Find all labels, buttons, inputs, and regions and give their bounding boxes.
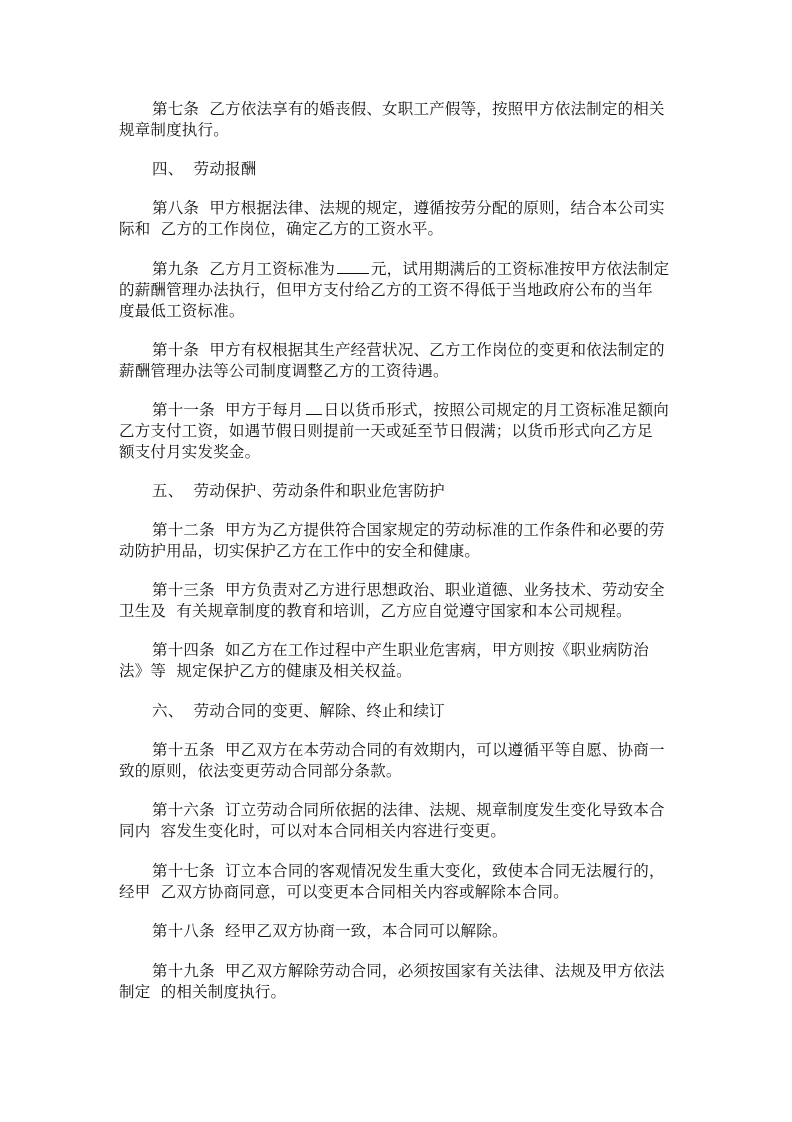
- article-14-line-2: 法》等 规定保护乙方的健康及相关权益。: [119, 662, 412, 680]
- article-13-line-2: 卫生及 有关规章制度的教育和培训，乙方应自觉遵守国家和本公司规程。: [119, 602, 632, 620]
- article-9-line-1: [152, 259, 669, 279]
- article-19-line-2: 制定 的相关制度执行。: [119, 983, 287, 1001]
- article-9-line-3: 度最低工资标准。: [119, 302, 245, 320]
- article-9-line-2: 的薪酬管理办法执行，但甲方支付给乙方的工资不得低于当地政府公布的当年: [119, 281, 653, 299]
- salary-amount-blank: [337, 259, 369, 274]
- article-19-line-1: 第十九条 甲乙双方解除劳动合同，必须按国家有关法律、法规及甲方依法: [152, 962, 665, 980]
- article-12-line-2: 动防护用品，切实保护乙方在工作中的安全和健康。: [119, 542, 481, 560]
- section-4-heading: 四、 劳动报酬: [152, 160, 257, 178]
- article-11-line-2: 乙方支付工资，如遇节假日则提前一天或延至节日假满；以货币形式向乙方足: [119, 422, 653, 440]
- article-16-line-1: 第十六条 订立劳动合同所依据的法律、法规、规章制度发生变化导致本合: [152, 801, 665, 819]
- article-10-line-2: 薪酬管理办法等公司制度调整乙方的工资待遇。: [119, 362, 449, 380]
- article-11-text-a: 第十一条 甲方于每月: [152, 401, 304, 419]
- article-15-line-1: 第十五条 甲乙双方在本劳动合同的有效期内，可以遵循平等自愿、协商一: [152, 741, 665, 759]
- section-6-heading: 六、 劳动合同的变更、解除、终止和续订: [152, 702, 445, 720]
- article-13-line-1: 第十三条 甲方负责对乙方进行思想政治、职业道德、业务技术、劳动安全: [152, 581, 665, 599]
- section-5-heading: 五、 劳动保护、劳动条件和职业危害防护: [152, 482, 445, 500]
- article-15-line-2: 致的原则，依法变更劳动合同部分条款。: [119, 762, 402, 780]
- article-17-line-1: 第十七条 订立本合同的客观情况发生重大变化，致使本合同无法履行的，: [152, 862, 665, 880]
- article-8-line-1: 第八条 甲方根据法律、法规的规定，遵循按劳分配的原则，结合本公司实: [152, 199, 665, 217]
- article-10-line-1: 第十条 甲方有权根据其生产经营状况、乙方工作岗位的变更和依法制定的: [152, 341, 665, 359]
- article-18-line-1: 第十八条 经甲乙双方协商一致，本合同可以解除。: [152, 922, 508, 940]
- article-9-text-a: 第九条 乙方月工资标准为: [152, 260, 335, 278]
- article-9-text-b: 元，试用期满后的工资标准按甲方依法制定: [370, 260, 670, 278]
- article-14-line-1: 第十四条 如乙方在工作过程中产生职业危害病，甲方则按《职业病防治: [152, 641, 649, 659]
- article-7-line-2: 规章制度执行。: [119, 121, 229, 139]
- article-7-line-1: 第七条 乙方依法享有的婚丧假、女职工产假等，按照甲方依法制定的相关: [152, 100, 665, 118]
- article-11-text-b: 日以货币形式，按照公司规定的月工资标准足额向: [323, 401, 669, 419]
- payday-blank: [306, 400, 322, 415]
- article-12-line-1: 第十二条 甲方为乙方提供符合国家规定的劳动标准的工作条件和必要的劳: [152, 521, 665, 539]
- article-11-line-3: 额支付月实发奖金。: [119, 443, 261, 461]
- article-8-line-2: 际和 乙方的工作岗位，确定乙方的工资水平。: [119, 220, 444, 238]
- article-11-line-1: [152, 400, 669, 420]
- article-16-line-2: 同内 容发生变化时，可以对本合同相关内容进行变更。: [119, 822, 507, 840]
- article-17-line-2: 经甲 乙双方协商同意，可以变更本合同相关内容或解除本合同。: [119, 883, 569, 901]
